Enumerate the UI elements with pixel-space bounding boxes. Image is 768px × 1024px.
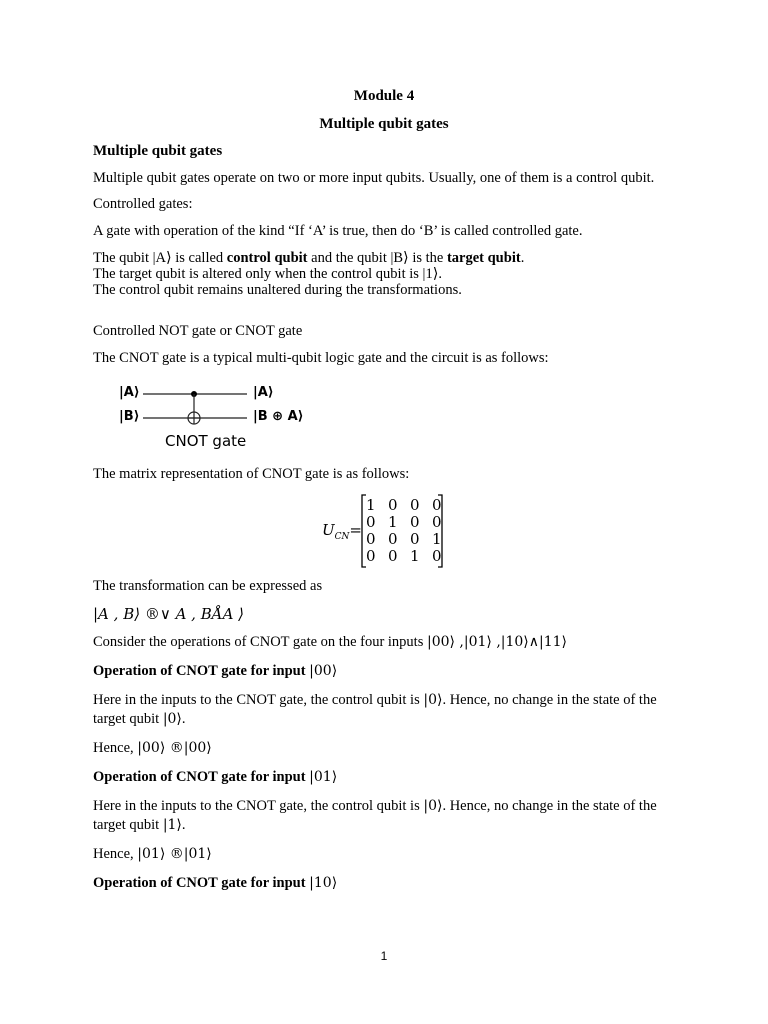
qubit-definition	[93, 250, 524, 267]
matrix-cell: 0	[410, 513, 420, 531]
op10-heading: Operation of CNOT gate for input |10⟩	[93, 875, 338, 891]
matrix-cell: 0	[388, 530, 398, 548]
matrix-cell: 1	[366, 496, 376, 514]
op01-hence: Hence, |01⟩ ®|01⟩	[93, 846, 212, 862]
op00-hence: Hence, |00⟩ ®|00⟩	[93, 740, 212, 756]
control-qubit-note: The control qubit remains unaltered during the transformations.	[93, 282, 462, 298]
op00-line1: Here in the inputs to the CNOT gate, the control qubit is |0⟩. Hence, no change in the state of the	[93, 692, 657, 708]
matrix-cell: 0	[432, 547, 442, 565]
matrix-cell: 0	[432, 496, 442, 514]
matrix-cell: 0	[432, 513, 442, 531]
section-heading: Multiple qubit gates	[93, 143, 223, 159]
op00-heading: Operation of CNOT gate for input |00⟩	[93, 663, 338, 679]
target-qubit-term: target qubit	[446, 250, 521, 266]
module-title: Module 4	[353, 88, 415, 104]
intro-paragraph: Multiple qubit gates operate on two or more input qubits. Usually, one of them is a control qubit.	[93, 170, 655, 186]
op01-line1: Here in the inputs to the CNOT gate, the control qubit is |0⟩. Hence, no change in the state of the	[93, 798, 657, 814]
matrix-label: $U_{CN}=$	[322, 521, 362, 542]
transform-intro: The transformation can be expressed as	[93, 578, 323, 594]
matrix-intro: The matrix representation of CNOT gate is as follows:	[93, 466, 410, 482]
op00-line2: target qubit |0⟩.	[93, 711, 186, 727]
matrix-cell: 0	[366, 530, 376, 548]
consider-text: Consider the operations of CNOT gate on the four inputs	[93, 634, 427, 650]
output-b-label: |B ⊕ A⟩	[253, 409, 304, 424]
control-qubit-term: control qubit	[226, 250, 308, 266]
input-a-label: |A⟩	[119, 385, 140, 400]
matrix-cell: 0	[388, 547, 398, 565]
consider-inputs: |00⟩ ,|01⟩ ,|10⟩∧|11⟩	[426, 634, 568, 650]
matrix-cell: 1	[388, 513, 398, 531]
op01-heading: Operation of CNOT gate for input |01⟩	[93, 769, 338, 785]
controlled-gates-label: Controlled gates:	[93, 196, 193, 212]
matrix-cell: 0	[388, 496, 398, 514]
consider-line	[93, 634, 567, 651]
matrix-cell: 0	[410, 530, 420, 548]
input-b-label: |B⟩	[119, 409, 140, 424]
matrix-cell: 1	[410, 547, 420, 565]
matrix-cell: 0	[366, 547, 376, 565]
matrix-cell: 0	[410, 496, 420, 514]
qubit-def-text-1: The qubit |A⟩ is called	[93, 250, 227, 266]
matrix-cell: 1	[432, 530, 442, 548]
cnot-heading: Controlled NOT gate or CNOT gate	[93, 323, 303, 339]
output-a-label: |A⟩	[253, 385, 274, 400]
cnot-intro: The CNOT gate is a typical multi-qubit logic gate and the circuit is as follows:	[93, 350, 549, 366]
page-number: 1	[380, 949, 388, 963]
op01-line2: target qubit |1⟩.	[93, 817, 186, 833]
matrix-cell: 0	[366, 513, 376, 531]
circuit-caption: CNOT gate	[165, 432, 247, 450]
transform-expression: |A , B⟩ ®∨ A , BÅA ⟩	[93, 605, 245, 623]
target-qubit-note: The target qubit is altered only when the control qubit is |1⟩.	[93, 266, 442, 282]
qubit-def-text-3: .	[520, 250, 525, 266]
page-subtitle: Multiple qubit gates	[319, 116, 449, 132]
gate-definition: A gate with operation of the kind “If ‘A’ is true, then do ‘B’ is called controlled gate.	[93, 223, 583, 239]
cnot-circuit-diagram	[115, 384, 315, 461]
qubit-def-text-2: and the qubit |B⟩ is the	[307, 250, 447, 266]
